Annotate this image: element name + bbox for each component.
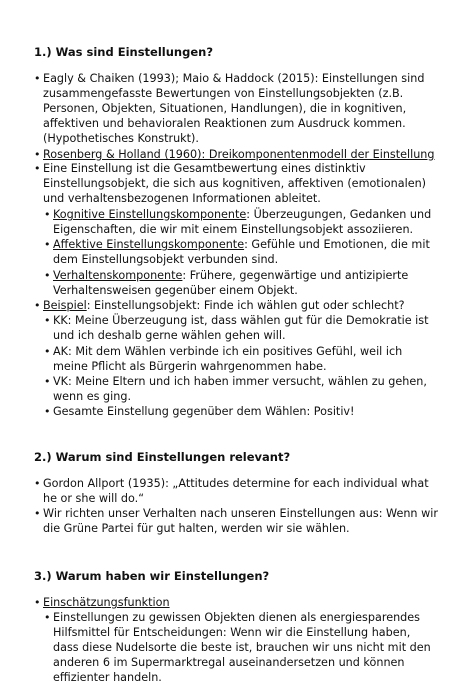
list-item-text: Eine Einstellung ist die Gesamtbewertung eines distinktiv Einstellungsobjekt, die sich aus kognitiven, affektiven (emotionalen) und verhaltensbezogenen Informationen ableitet. bbox=[43, 162, 427, 205]
bullet-icon: • bbox=[44, 611, 51, 624]
list-item bbox=[44, 237, 439, 267]
list-item-text: VK: Meine Eltern und ich haben immer versucht, wählen zu gehen, wenn es ging. bbox=[53, 375, 427, 403]
bullet-icon: • bbox=[44, 405, 51, 418]
list-item bbox=[44, 610, 439, 685]
underlined-lead: Einschätzungsfunktion bbox=[43, 596, 170, 609]
bullet-icon: • bbox=[44, 345, 51, 358]
bullet-icon: • bbox=[44, 375, 51, 388]
list-item bbox=[34, 595, 439, 610]
list-item bbox=[34, 476, 439, 506]
list-item-text: Eagly & Chaiken (1993); Maio & Haddock (2015): Einstellungen sind zusammengefasste Bewertungen von Einstellungsobjekten (z.B. Personen, Objekten, Situationen, Handlungen), die in kognitiven, affektiven und behavioralen Reaktionen zum Ausdruck kommen. (Hypothetisches Konstrukt). bbox=[43, 72, 425, 145]
list-item bbox=[44, 374, 439, 404]
list-item-text: Affektive Einstellungskomponente: Gefühle und Emotionen, die mit dem Einstellungsobjekt verbunden sind. bbox=[53, 238, 430, 266]
list-item-text: Einstellungen zu gewissen Objekten dienen als energiesparendes Hilfsmittel für Entscheidungen: Wenn wir die Einstellung haben, dass diese Nudelsorte die beste ist, brauchen wir uns nicht mit den anderen 6 im Supermarktregal auseinandersetzen und können effizienter handeln. bbox=[53, 611, 431, 684]
bullet-icon: • bbox=[34, 507, 41, 520]
list-item bbox=[44, 344, 439, 374]
list-item-text: AK: Mit dem Wählen verbinde ich ein positives Gefühl, weil ich meine Pflicht als Bürgerin wahrgenommen habe. bbox=[53, 345, 403, 373]
bullet-icon: • bbox=[34, 148, 41, 161]
section-3-heading: 3.) Warum haben wir Einstellungen? bbox=[34, 569, 270, 583]
list-item bbox=[44, 207, 439, 237]
bullet-icon: • bbox=[34, 477, 41, 490]
list-item bbox=[34, 298, 439, 313]
underlined-lead: Affektive Einstellungskomponente bbox=[53, 238, 245, 251]
list-item-text: Gesamte Einstellung gegenüber dem Wählen: Positiv! bbox=[53, 405, 355, 418]
bullet-icon: • bbox=[34, 72, 41, 85]
list-item-text: Verhaltenskomponente: Frühere, gegenwärtige und antizipierte Verhaltensweisen gegenüber einem Objekt. bbox=[53, 269, 409, 297]
list-item bbox=[44, 313, 439, 343]
list-item-text: Beispiel: Einstellungsobjekt: Finde ich wählen gut oder schlecht? bbox=[43, 299, 405, 312]
underlined-lead: Beispiel bbox=[43, 299, 87, 312]
underlined-lead: Kognitive Einstellungskomponente bbox=[53, 208, 247, 221]
bullet-icon: • bbox=[34, 162, 41, 175]
bullet-icon: • bbox=[44, 238, 51, 251]
section-1-heading: 1.) Was sind Einstellungen? bbox=[34, 45, 213, 59]
list-item-text: Kognitive Einstellungskomponente: Überzeugungen, Gedanken und Eigenschaften, die wir mit einem Einstellungsobjekt assoziieren. bbox=[53, 208, 432, 236]
bullet-icon: • bbox=[44, 208, 51, 221]
list-item bbox=[44, 268, 439, 298]
list-item bbox=[34, 147, 439, 162]
underlined-lead: Rosenberg & Holland (1960): Dreikomponentenmodell der Einstellung bbox=[43, 148, 435, 161]
list-item-text: Gordon Allport (1935): „Attitudes determine for each individual what he or she will do.“ bbox=[43, 477, 429, 505]
list-item-text bbox=[43, 595, 439, 610]
underlined-lead: Verhaltenskomponente bbox=[53, 269, 183, 282]
list-item-text bbox=[43, 147, 439, 162]
section-2-heading: 2.) Warum sind Einstellungen relevant? bbox=[34, 450, 291, 464]
list-item bbox=[34, 506, 439, 536]
bullet-icon: • bbox=[44, 269, 51, 282]
list-item-text: Wir richten unser Verhalten nach unseren Einstellungen aus: Wenn wir die Grüne Partei für gut halten, werden wir sie wählen. bbox=[43, 507, 438, 535]
bullet-icon: • bbox=[34, 299, 41, 312]
list-item bbox=[34, 161, 439, 206]
list-item bbox=[44, 404, 439, 419]
list-item bbox=[34, 71, 439, 146]
bullet-icon: • bbox=[34, 596, 41, 609]
bullet-icon: • bbox=[44, 314, 51, 327]
list-item-text: KK: Meine Überzeugung ist, dass wählen gut für die Demokratie ist und ich deshalb gerne wählen gehen will. bbox=[53, 314, 429, 342]
